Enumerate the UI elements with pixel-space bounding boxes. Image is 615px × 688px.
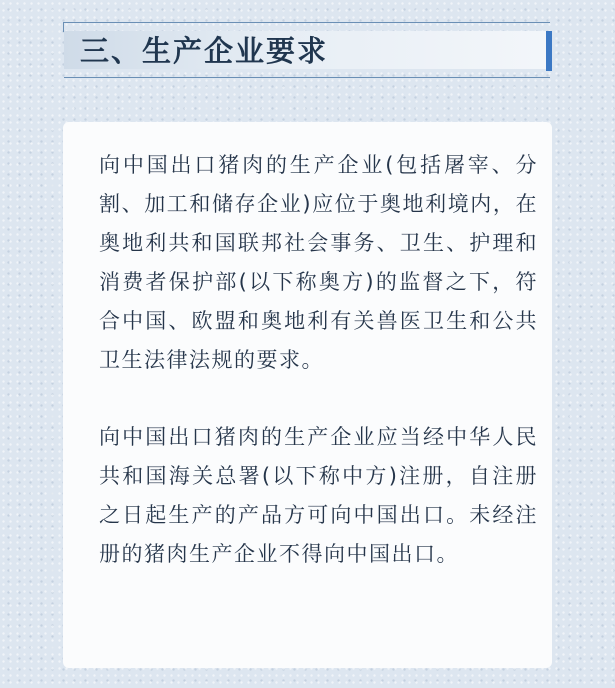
title-accent-bar <box>546 31 552 71</box>
paragraph-registration-requirement: 向中国出口猪肉的生产企业应当经中华人民共和国海关总署(以下称中方)注册，自注册之日起生产的产品方可向中国出口。未经注册的猪肉生产企业不得向中国出口。 <box>99 425 538 566</box>
section-title-frame <box>64 22 550 78</box>
content-card <box>63 122 552 668</box>
section-title: 三、生产企业要求 <box>80 34 329 68</box>
paragraph-location-requirement: 向中国出口猪肉的生产企业(包括屠宰、分割、加工和储存企业)应位于奥地利境内，在奥地利共和国联邦社会事务、卫生、护理和消费者保护部(以下称奥方)的监督之下，符合中国、欧盟和奥地利有关兽医卫生和公共卫生法律法规的要求。 <box>99 153 538 372</box>
